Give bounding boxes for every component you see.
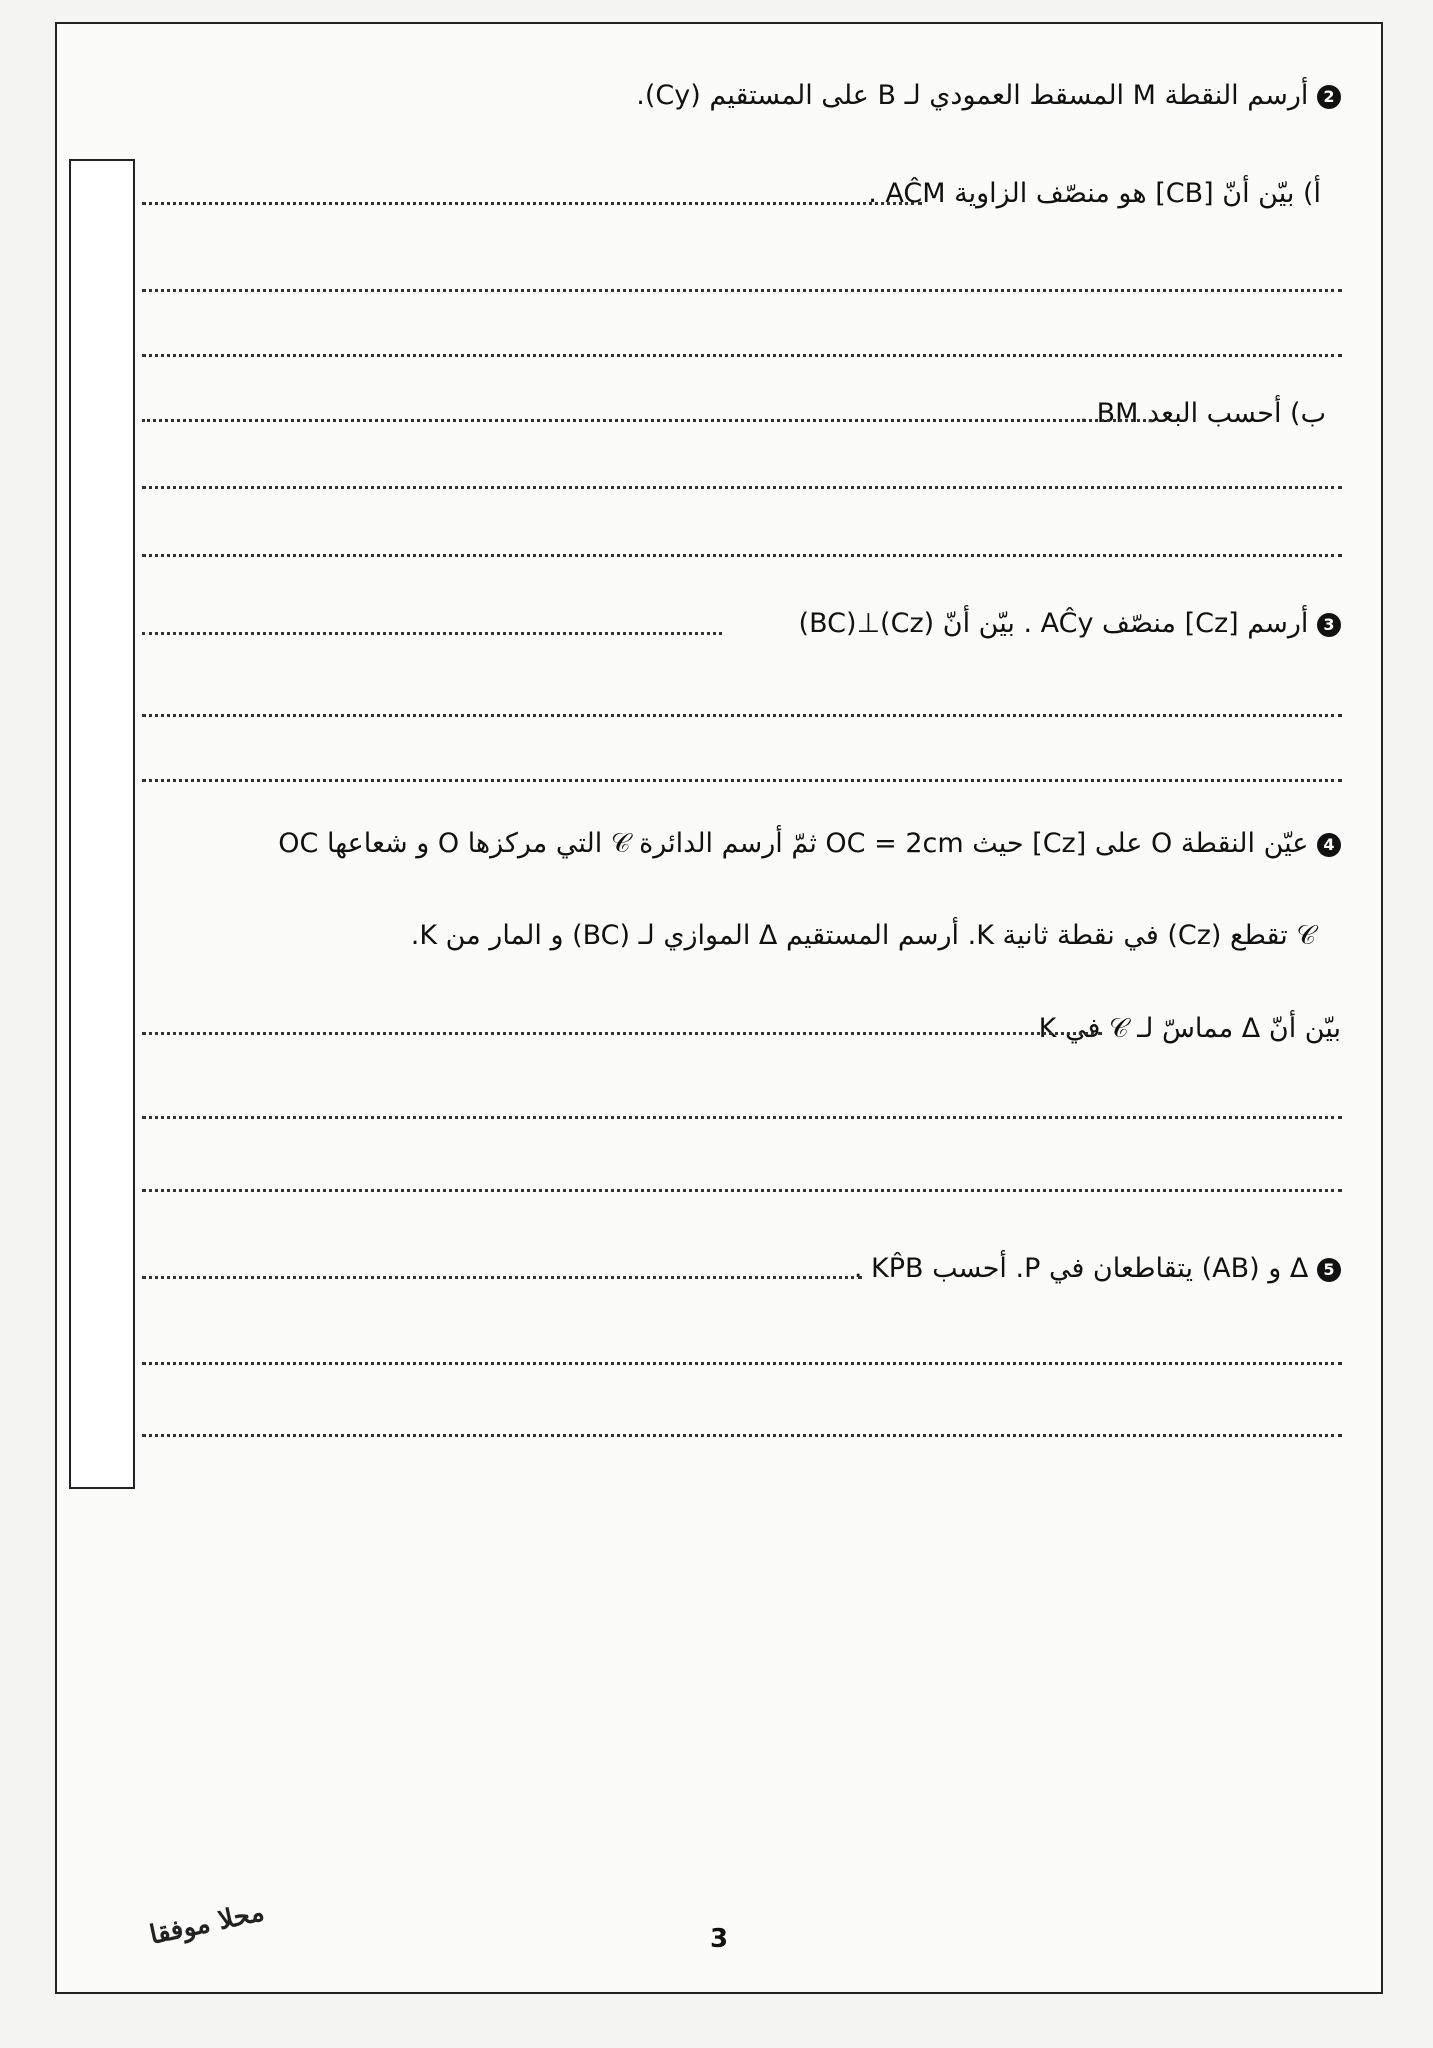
teacher-signature: محلا موفقا (147, 1897, 267, 1951)
page-number: 3 (709, 1924, 729, 1954)
answer-line[interactable] (142, 1189, 1342, 1192)
answer-line[interactable] (142, 554, 1342, 557)
grading-margin-box (69, 159, 135, 1489)
q2-statement: 2 أرسم النقطة M المسقط العمودي لـ B على المستقيم (Cy). (636, 76, 1341, 116)
q5-statement: 5 Δ و (AB) يتقاطعان في P. أحسب KP̂B . (854, 1249, 1341, 1289)
answer-line[interactable] (142, 1032, 1102, 1035)
answer-line[interactable] (142, 632, 722, 635)
q4-number-badge: 4 (1317, 833, 1341, 857)
answer-line[interactable] (142, 486, 1342, 489)
answer-line[interactable] (142, 779, 1342, 782)
answer-line[interactable] (142, 354, 1342, 357)
answer-line[interactable] (142, 1362, 1342, 1365)
q4-line-1: 4 عيّن النقطة O على [Cz] حيث OC = 2cm ثمّ أرسم الدائرة 𝒞 التي مركزها O و شعاعها OC (278, 824, 1341, 864)
q2-part-b: ب) أحسب البعد BM . (1079, 398, 1326, 429)
q4-line-3: بيّن أنّ Δ مماسّ لـ 𝒞 في K (1038, 1013, 1341, 1044)
q2-number-badge: 2 (1317, 85, 1341, 109)
q3-number-badge: 3 (1317, 613, 1341, 637)
answer-line[interactable] (142, 202, 922, 205)
answer-line[interactable] (142, 1116, 1342, 1119)
answer-line[interactable] (142, 1434, 1342, 1437)
q3-statement: 3 أرسم [Cz] منصّف AĈy . بيّن أنّ (Cz)⊥(BC) (799, 604, 1341, 644)
exam-sheet (55, 22, 1383, 1994)
answer-line[interactable] (142, 714, 1342, 717)
answer-line[interactable] (142, 289, 1342, 292)
q5-number-badge: 5 (1317, 1258, 1341, 1282)
answer-line[interactable] (142, 419, 1152, 422)
q4-line-2: 𝒞 تقطع (Cz) في نقطة ثانية K. أرسم المستقيم Δ الموازي لـ (BC) و المار من K. (410, 920, 1316, 951)
answer-line[interactable] (142, 1276, 862, 1279)
q2-part-a: أ) بيّن أنّ [CB] هو منصّف الزاوية AĈM . (868, 178, 1321, 209)
